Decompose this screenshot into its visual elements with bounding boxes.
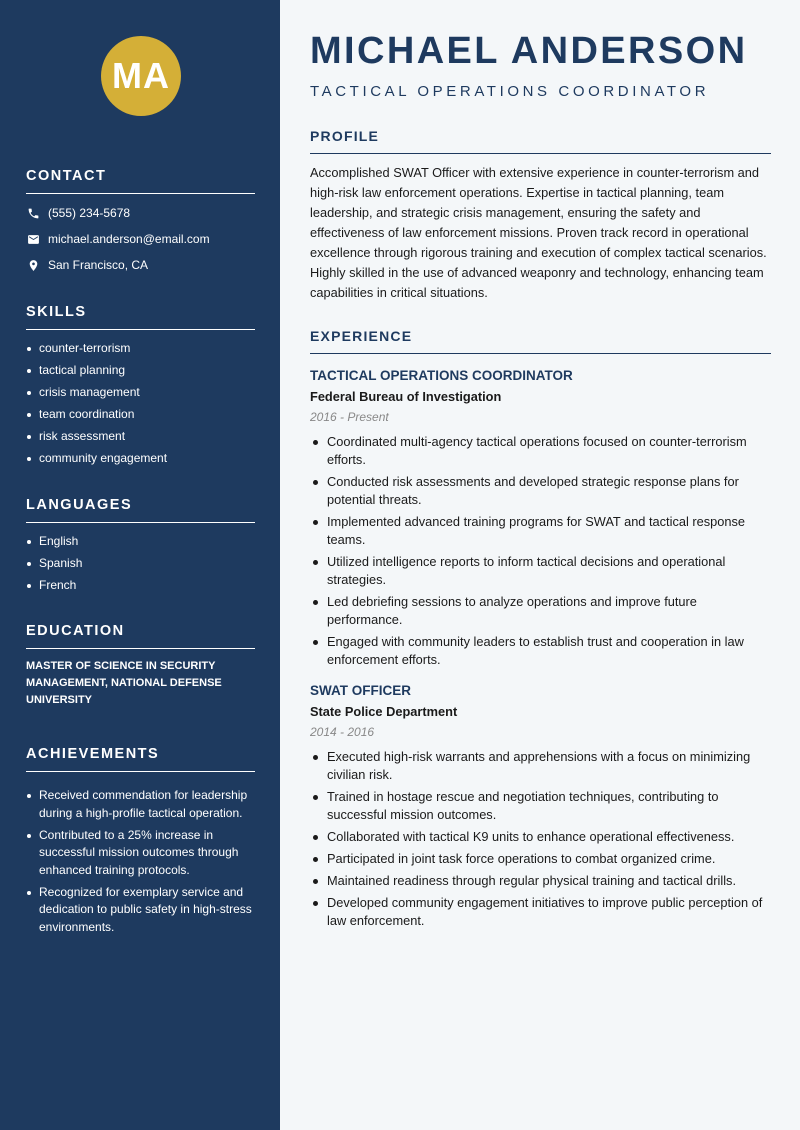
- education-heading: EDUCATION: [26, 623, 255, 649]
- job-dates: 2014 - 2016: [310, 725, 375, 739]
- job-bullets: [310, 748, 771, 930]
- job-title: SWAT OFFICER: [310, 683, 411, 698]
- job-bullet: Implemented advanced training programs for SWAT and tactical response teams.: [310, 513, 771, 549]
- languages-heading: LANGUAGES: [26, 497, 255, 523]
- job-bullet: Executed high-risk warrants and apprehensions with a focus on minimizing civilian risk.: [310, 748, 771, 784]
- education-section: [26, 623, 255, 709]
- achievement-item: Received commendation for leadership during a high-profile tactical operation.: [26, 787, 255, 822]
- languages-list: [26, 533, 255, 595]
- profile-section: [310, 128, 771, 303]
- phone-text: (555) 234-5678: [48, 206, 131, 220]
- language-item: English: [26, 533, 255, 551]
- profile-text: Accomplished SWAT Officer with extensive experience in counter-terrorism and high-risk law enforcement operations. Expertise in tactical planning, team leadership, and strategic crisis management, ensuring the safety and effectiveness of law enforcement missions. Proven track record in operational excellence through rigorous training and execution of complex tactical scenarios. Highly skilled in the use of advanced weaponry and technology, enhancing team capabilities in critical situations.: [310, 165, 767, 300]
- language-item: Spanish: [26, 555, 255, 573]
- achievements-heading: ACHIEVEMENTS: [26, 746, 255, 772]
- skill-item: tactical planning: [26, 362, 255, 380]
- contact-phone: [26, 200, 255, 226]
- job-company: State Police Department: [310, 704, 458, 719]
- contact-heading: CONTACT: [26, 168, 255, 194]
- email-icon: [26, 232, 40, 246]
- skills-list: [26, 340, 255, 468]
- skill-item: risk assessment: [26, 428, 255, 446]
- location-pin-icon: [26, 258, 40, 272]
- languages-section: [26, 497, 255, 599]
- avatar: MA: [101, 36, 181, 116]
- job-bullet: Participated in joint task force operations to combat organized crime.: [310, 850, 771, 868]
- experience-section: [310, 328, 771, 934]
- achievements-section: [26, 746, 255, 941]
- skills-heading: SKILLS: [26, 304, 255, 330]
- job-bullet: Developed community engagement initiatives to improve public perception of law enforcement.: [310, 894, 771, 930]
- achievement-item: Recognized for exemplary service and dedication to public safety in high-stress environments.: [26, 884, 255, 937]
- email-text: michael.anderson@email.com: [48, 232, 210, 246]
- skill-item: team coordination: [26, 406, 255, 424]
- skill-item: counter-terrorism: [26, 340, 255, 358]
- skills-section: [26, 304, 255, 472]
- job-dates: 2016 - Present: [310, 410, 389, 424]
- sidebar: [0, 0, 280, 1130]
- job-bullet: Conducted risk assessments and developed strategic response plans for potential threats.: [310, 473, 771, 509]
- profile-heading: PROFILE: [310, 128, 771, 154]
- candidate-title: TACTICAL OPERATIONS COORDINATOR: [310, 83, 710, 100]
- skill-item: crisis management: [26, 384, 255, 402]
- job-title: TACTICAL OPERATIONS COORDINATOR: [310, 368, 573, 383]
- job-bullet: Engaged with community leaders to establish trust and cooperation in law enforcement efforts.: [310, 633, 771, 669]
- experience-heading: EXPERIENCE: [310, 328, 771, 354]
- education-degree: MASTER OF SCIENCE IN SECURITY MANAGEMENT, NATIONAL DEFENSE UNIVERSITY: [26, 660, 222, 706]
- job-company: Federal Bureau of Investigation: [310, 389, 502, 404]
- job-bullet: Utilized intelligence reports to inform tactical decisions and operational strategies.: [310, 553, 771, 589]
- job-bullet: Collaborated with tactical K9 units to enhance operational effectiveness.: [310, 828, 771, 846]
- job-entry: [310, 368, 771, 669]
- achievements-list: [26, 787, 255, 936]
- job-bullet: Trained in hostage rescue and negotiation techniques, contributing to successful mission outcomes.: [310, 788, 771, 824]
- language-item: French: [26, 577, 255, 595]
- location-text: San Francisco, CA: [48, 258, 149, 272]
- contact-email: [26, 226, 255, 252]
- job-bullet: Maintained readiness through regular physical training and tactical drills.: [310, 872, 771, 890]
- contact-location: [26, 252, 255, 278]
- job-entry: [310, 683, 771, 930]
- achievement-item: Contributed to a 25% increase in successful mission outcomes through enhanced training protocols.: [26, 827, 255, 880]
- contact-section: [26, 168, 255, 278]
- candidate-name: MICHAEL ANDERSON: [310, 30, 748, 72]
- phone-icon: [26, 206, 40, 220]
- skill-item: community engagement: [26, 450, 255, 468]
- job-bullet: Coordinated multi-agency tactical operations focused on counter-terrorism efforts.: [310, 433, 771, 469]
- job-bullet: Led debriefing sessions to analyze operations and improve future performance.: [310, 593, 771, 629]
- job-bullets: [310, 433, 771, 669]
